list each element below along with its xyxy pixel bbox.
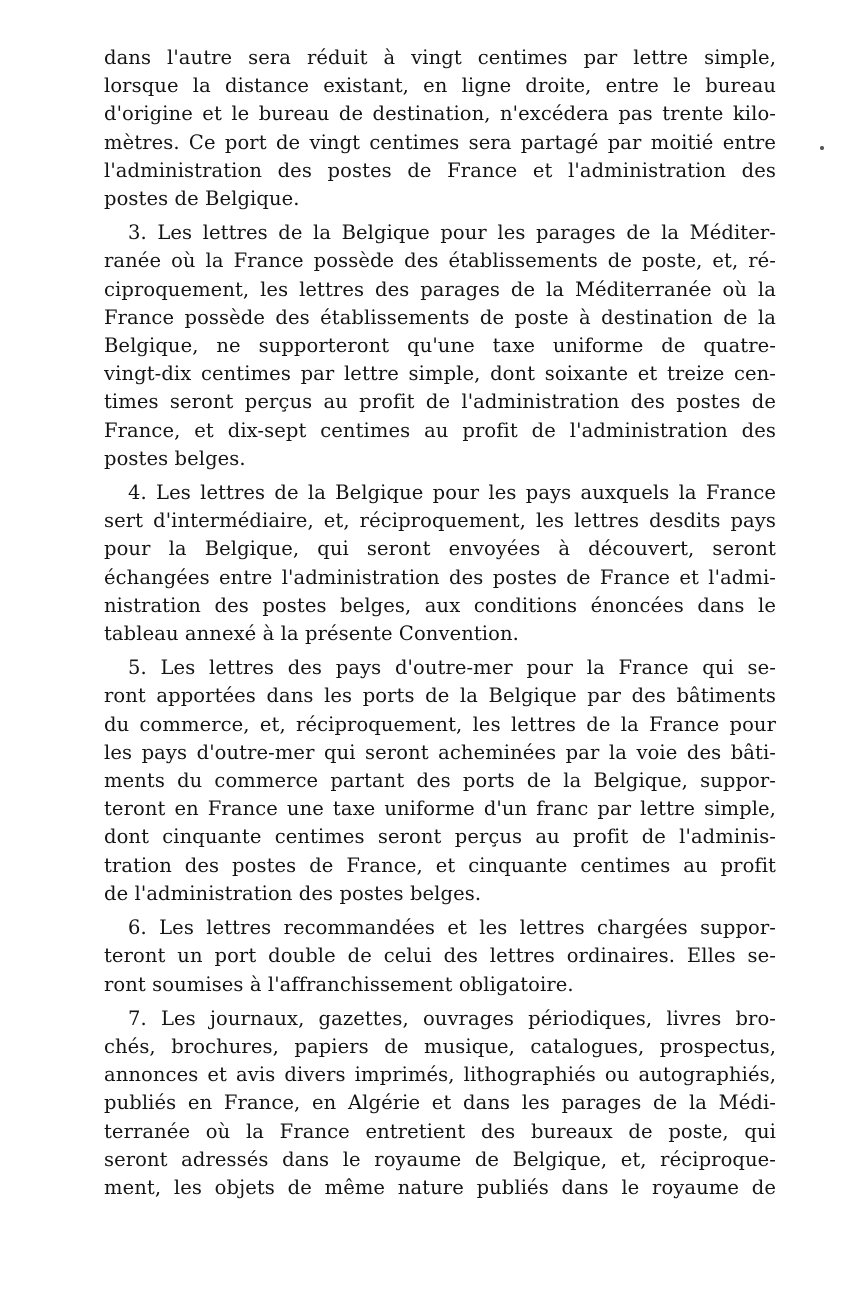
text-line: teront un port double de celui des lettres ordinaires. Elles se- (104, 944, 776, 968)
text-line: 3. Les lettres de la Belgique pour les parages de la Méditer- (128, 221, 776, 245)
text-line: nistration des postes belges, aux conditions énoncées dans le (104, 593, 776, 617)
text-line: ranée où la France possède des établissements de poste, et, ré- (104, 249, 776, 273)
text-line: postes belges. (104, 446, 246, 470)
text-line: ments du commerce partant des ports de la Belgique, suppor- (104, 769, 776, 793)
text-line: annonces et avis divers imprimés, lithographiés ou autographiés, (104, 1063, 776, 1087)
paragraph-article-6 (104, 914, 776, 999)
text-line: 4. Les lettres de la Belgique pour les pays auxquels la France (128, 481, 776, 505)
text-line: 5. Les lettres des pays d'outre-mer pour la France qui se- (128, 656, 776, 680)
text-line: ciproquement, les lettres des parages de la Méditerranée où la (104, 277, 776, 301)
text-line: de l'administration des postes belges. (104, 881, 482, 905)
text-line: postes de Belgique. (104, 187, 300, 211)
text-line: chés, brochures, papiers de musique, catalogues, prospectus, (104, 1034, 776, 1058)
text-line: France, et dix-sept centimes au profit de l'administration des (104, 418, 776, 442)
text-line: sert d'intermédiaire, et, réciproquement, les lettres desdits pays (104, 509, 776, 533)
text-line: France possède des établissements de poste à destination de la (104, 305, 776, 329)
text-line: 6. Les lettres recommandées et les lettres chargées suppor- (128, 916, 776, 940)
text-line: Belgique, ne supporteront qu'une taxe uniforme de quatre- (104, 334, 776, 358)
text-line: ront apportées dans les ports de la Belgique par des bâtiments (104, 684, 776, 708)
text-line: terranée où la France entretient des bureaux de poste, qui (104, 1119, 776, 1143)
paragraph-article-7 (104, 1005, 776, 1202)
text-line: tableau annexé à la présente Convention. (104, 622, 519, 646)
text-line: dans l'autre sera réduit à vingt centimes par lettre simple, (104, 46, 776, 69)
text-line: dont cinquante centimes seront perçus au profit de l'adminis- (104, 825, 776, 849)
text-line: vingt-dix centimes par lettre simple, dont soixante et treize cen- (104, 362, 776, 386)
text-line: ront soumises à l'affranchissement obligatoire. (104, 972, 574, 996)
text-line: teront en France une taxe uniforme d'un franc par lettre simple, (104, 797, 776, 821)
text-line: ment, les objets de même nature publiés dans le royaume de (104, 1175, 776, 1199)
text-line: échangées entre l'administration des postes de France et l'admi- (104, 565, 776, 589)
text-line: 7. Les journaux, gazettes, ouvrages périodiques, livres bro- (128, 1006, 776, 1030)
text-line: d'origine et le bureau de destination, n'excédera pas trente kilo- (104, 102, 776, 126)
text-line: times seront perçus au profit de l'administration des postes de (104, 390, 776, 414)
text-line: seront adressés dans le royaume de Belgique, et, réciproque- (104, 1147, 776, 1171)
text-line: publiés en France, en Algérie et dans les parages de la Médi- (104, 1091, 776, 1115)
text-line: les pays d'outre-mer qui seront acheminées par la voie des bâti- (104, 740, 776, 764)
paragraph-article-3 (104, 219, 776, 473)
paragraph-article-4 (104, 479, 776, 648)
text-line: du commerce, et, réciproquement, les lettres de la France pour (104, 712, 776, 736)
paragraph-intro (104, 44, 776, 213)
paragraph-article-5 (104, 654, 776, 908)
text-line: lorsque la distance existant, en ligne droite, entre le bureau (104, 74, 776, 98)
text-line: l'administration des postes de France et l'administration des (104, 158, 776, 182)
text-line: tration des postes de France, et cinquante centimes au profit (104, 853, 776, 877)
text-line: pour la Belgique, qui seront envoyées à découvert, seront (104, 537, 776, 561)
text-line: mètres. Ce port de vingt centimes sera partagé par moitié entre (104, 130, 776, 154)
document-page (104, 44, 776, 1208)
margin-speck (820, 146, 824, 150)
